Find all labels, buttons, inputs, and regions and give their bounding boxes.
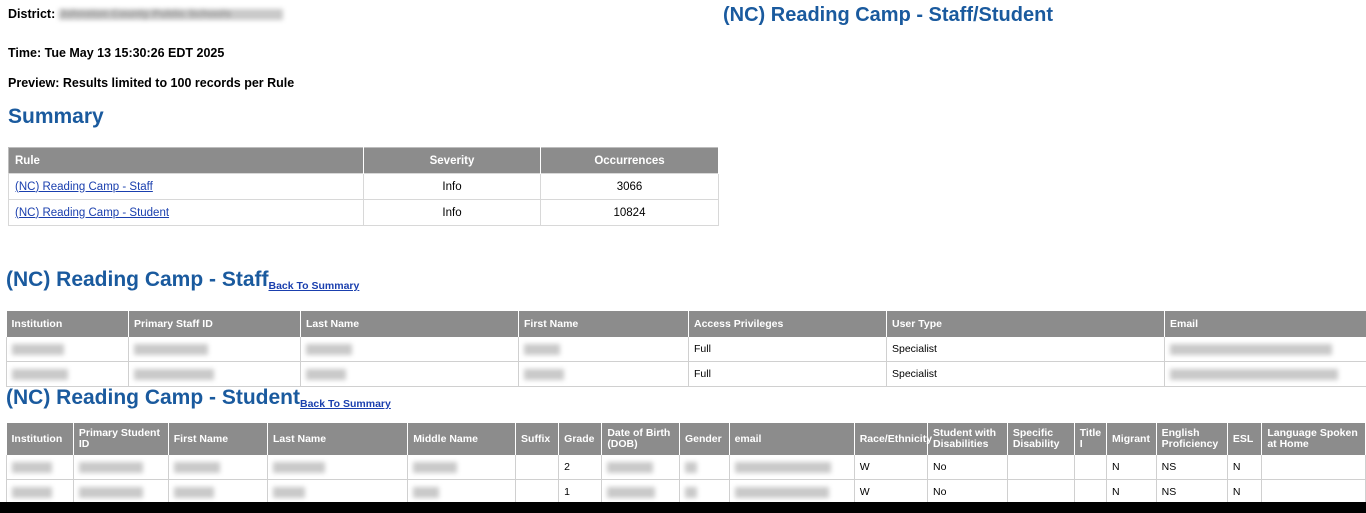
summary-table: [8, 147, 719, 226]
summary-cell-rule: [9, 200, 364, 226]
student-cell-last-name: [267, 455, 407, 480]
table-row: [7, 362, 1366, 387]
time-line: [0, 46, 224, 60]
student-cell-student-with-disabilities: No: [928, 455, 1008, 480]
summary-col-severity: Severity: [364, 148, 541, 174]
student-cell-grade: 1: [559, 480, 602, 505]
student-cell-suffix: [516, 455, 559, 480]
summary-rule-link-student[interactable]: (NC) Reading Camp - Student: [15, 206, 170, 219]
student-header-row: [7, 423, 1366, 455]
student-cell-title-i: [1074, 480, 1106, 505]
table-row: [7, 480, 1366, 505]
staff-cell-institution: [7, 337, 129, 362]
staff-cell-first-name: [519, 337, 689, 362]
staff-cell-email: [1165, 362, 1366, 387]
student-col-suffix: Suffix: [516, 423, 559, 455]
staff-cell-access-privileges: Full: [689, 337, 887, 362]
bottom-bar: [0, 502, 1366, 513]
district-label: District:: [8, 7, 56, 21]
student-col-last-name: Last Name: [267, 423, 407, 455]
student-cell-last-name: [267, 480, 407, 505]
summary-cell-rule: [9, 174, 364, 200]
student-cell-esl: N: [1227, 455, 1262, 480]
student-table: [6, 423, 1366, 505]
student-cell-esl: N: [1227, 480, 1262, 505]
staff-col-first-name: First Name: [519, 311, 689, 337]
student-cell-language-spoken-at-home: [1262, 455, 1366, 480]
student-col-dob: Date of Birth (DOB): [602, 423, 680, 455]
staff-col-email: Email: [1165, 311, 1366, 337]
staff-col-primary-staff-id: Primary Staff ID: [129, 311, 301, 337]
staff-back-to-summary-link[interactable]: Back To Summary: [268, 280, 360, 292]
student-col-specific-disability: Specific Disability: [1007, 423, 1074, 455]
student-col-grade: Grade: [559, 423, 602, 455]
student-cell-english-proficiency: NS: [1156, 480, 1227, 505]
report-title: (NC) Reading Camp - Staff/Student: [723, 4, 1053, 26]
staff-cell-first-name: [519, 362, 689, 387]
student-cell-english-proficiency: NS: [1156, 455, 1227, 480]
student-cell-first-name: [168, 480, 267, 505]
time-value: Tue May 13 15:30:26 EDT 2025: [44, 46, 225, 60]
student-cell-language-spoken-at-home: [1262, 480, 1366, 505]
time-label: Time:: [8, 46, 42, 60]
summary-header-row: [9, 148, 719, 174]
student-cell-email: [729, 480, 854, 505]
staff-col-user-type: User Type: [887, 311, 1165, 337]
student-cell-primary-student-id: [73, 480, 168, 505]
student-cell-specific-disability: [1007, 480, 1074, 505]
student-cell-email: [729, 455, 854, 480]
staff-cell-user-type: Specialist: [887, 362, 1165, 387]
student-col-institution: Institution: [7, 423, 74, 455]
preview-line: [0, 76, 294, 90]
staff-cell-user-type: Specialist: [887, 337, 1165, 362]
student-col-migrant: Migrant: [1107, 423, 1157, 455]
table-row: [9, 200, 719, 226]
student-cell-grade: 2: [559, 455, 602, 480]
summary-rule-link-staff[interactable]: (NC) Reading Camp - Staff: [15, 180, 153, 193]
staff-cell-access-privileges: Full: [689, 362, 887, 387]
student-col-race-ethnicity: Race/Ethnicity: [854, 423, 927, 455]
table-row: [7, 337, 1366, 362]
student-cell-migrant: N: [1107, 455, 1157, 480]
summary-col-rule: Rule: [9, 148, 364, 174]
summary-cell-severity: Info: [364, 200, 541, 226]
preview-value: Results limited to 100 records per Rule: [62, 76, 295, 90]
student-cell-title-i: [1074, 455, 1106, 480]
student-col-language-spoken-at-home: Language Spoken at Home: [1262, 423, 1366, 455]
summary-col-occurrences: Occurrences: [541, 148, 719, 174]
student-cell-middle-name: [408, 480, 516, 505]
staff-cell-institution: [7, 362, 129, 387]
student-section-heading: (NC) Reading Camp - Student: [6, 386, 300, 409]
summary-cell-occurrences: 3066: [541, 174, 719, 200]
student-cell-gender: [679, 455, 729, 480]
staff-table: [6, 311, 1366, 387]
student-col-student-with-disabilities: Student with Disabilities: [928, 423, 1008, 455]
student-col-middle-name: Middle Name: [408, 423, 516, 455]
student-cell-institution: [7, 480, 74, 505]
student-cell-gender: [679, 480, 729, 505]
summary-heading: Summary: [8, 105, 104, 128]
staff-section-heading: (NC) Reading Camp - Staff: [6, 268, 269, 291]
staff-cell-primary-staff-id: [129, 362, 301, 387]
district-line: [0, 7, 283, 21]
staff-cell-primary-staff-id: [129, 337, 301, 362]
table-row: [9, 174, 719, 200]
student-cell-middle-name: [408, 455, 516, 480]
student-col-esl: ESL: [1227, 423, 1262, 455]
preview-label: Preview:: [8, 76, 60, 90]
staff-cell-email: [1165, 337, 1366, 362]
student-col-email: email: [729, 423, 854, 455]
student-col-first-name: First Name: [168, 423, 267, 455]
staff-cell-last-name: [301, 337, 519, 362]
staff-col-institution: Institution: [7, 311, 129, 337]
student-cell-dob: [602, 455, 680, 480]
student-cell-suffix: [516, 480, 559, 505]
student-col-title-i: Title I: [1074, 423, 1106, 455]
summary-cell-occurrences: 10824: [541, 200, 719, 226]
student-cell-first-name: [168, 455, 267, 480]
student-cell-race-ethnicity: W: [854, 455, 927, 480]
student-cell-migrant: N: [1107, 480, 1157, 505]
student-col-primary-student-id: Primary Student ID: [73, 423, 168, 455]
student-back-to-summary-link[interactable]: Back To Summary: [300, 398, 391, 410]
staff-header-row: [7, 311, 1366, 337]
staff-col-last-name: Last Name: [301, 311, 519, 337]
student-cell-student-with-disabilities: No: [928, 480, 1008, 505]
student-cell-race-ethnicity: W: [854, 480, 927, 505]
student-cell-institution: [7, 455, 74, 480]
student-cell-primary-student-id: [73, 455, 168, 480]
student-col-gender: Gender: [679, 423, 729, 455]
student-cell-specific-disability: [1007, 455, 1074, 480]
summary-cell-severity: Info: [364, 174, 541, 200]
district-value-redacted: Johnston County Public Schools: [59, 9, 283, 20]
student-cell-dob: [602, 480, 680, 505]
staff-cell-last-name: [301, 362, 519, 387]
student-col-english-proficiency: English Proficiency: [1156, 423, 1227, 455]
staff-col-access-privileges: Access Privileges: [689, 311, 887, 337]
table-row: [7, 455, 1366, 480]
